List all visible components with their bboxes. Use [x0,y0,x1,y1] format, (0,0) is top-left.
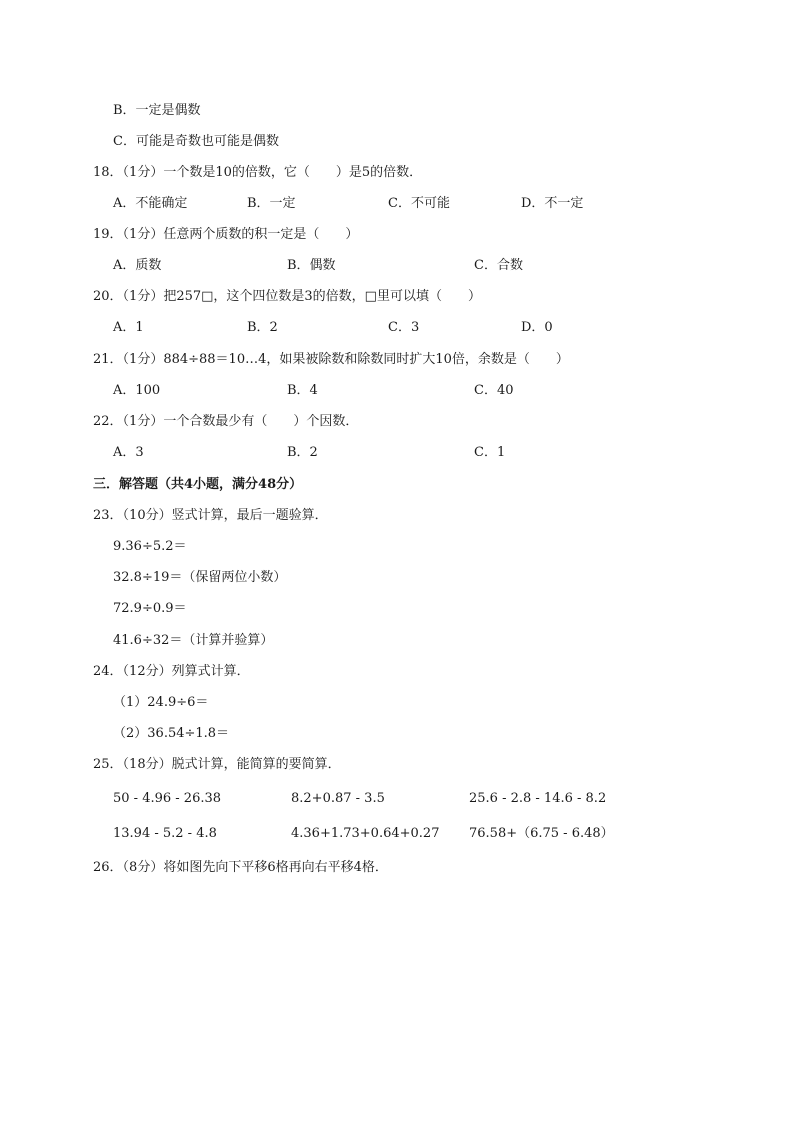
q21-stem: 21．（1分）884÷88＝10…4，如果被除数和除数同时扩大10倍，余数是（ ） [93,352,569,367]
q17-option-c: C．可能是奇数也可能是偶数 [113,134,279,149]
q20-option-b: B．2 [247,320,278,335]
q17-option-b: B．一定是偶数 [113,103,201,118]
q21-option-c: C．40 [474,383,514,398]
q25-expr-2: 8.2+0.87 - 3.5 [291,791,385,806]
q20-stem: 20．（1分）把257□，这个四位数是3的倍数，□里可以填（ ） [93,289,481,304]
q22-option-c: C．1 [474,445,506,460]
q19-stem: 19．（1分）任意两个质数的积一定是（ ） [93,227,359,242]
q22-option-a: A．3 [113,445,144,460]
q18-option-c: C．不可能 [388,196,450,211]
q21-option-a: A．100 [113,383,161,398]
q25-expr-3: 25.6 - 2.8 - 14.6 - 8.2 [469,791,607,806]
q24-item-2: （2）36.54÷1.8＝ [113,726,230,741]
q18-option-b: B．一定 [247,196,296,211]
q25-expr-5: 4.36+1.73+0.64+0.27 [291,826,440,841]
q19-option-b: B．偶数 [287,258,336,273]
section-3-title: 三．解答题（共4小题，满分48分） [93,477,303,492]
q24-stem: 24．（12分）列算式计算． [93,664,250,679]
q19-option-c: C．合数 [474,258,523,273]
q18-stem: 18．（1分）一个数是10的倍数，它（ ）是5的倍数． [93,165,423,180]
q18-option-a: A．不能确定 [113,196,188,211]
q23-item-1: 9.36÷5.2＝ [113,539,187,554]
q23-item-4: 41.6÷32＝（计算并验算） [113,633,274,648]
q18-option-d: D．不一定 [521,196,584,211]
q26-stem: 26．（8分）将如图先向下平移6格再向右平移4格． [93,860,388,875]
q25-expr-6: 76.58+（6.75 - 6.48） [469,826,614,841]
q20-option-a: A．1 [113,320,144,335]
q25-expr-4: 13.94 - 5.2 - 4.8 [113,826,217,841]
q22-option-b: B．2 [287,445,318,460]
q22-stem: 22．（1分）一个合数最少有（ ）个因数． [93,414,359,429]
q25-stem: 25．（18分）脱式计算，能简算的要简算． [93,757,341,772]
q23-item-2: 32.8÷19＝（保留两位小数） [113,570,287,585]
q23-stem: 23．（10分）竖式计算，最后一题验算． [93,508,328,523]
q20-option-d: D．0 [521,320,553,335]
q23-item-3: 72.9÷0.9＝ [113,601,187,616]
q20-option-c: C．3 [388,320,420,335]
q21-option-b: B．4 [287,383,318,398]
q25-expr-1: 50 - 4.96 - 26.38 [113,791,222,806]
q24-item-1: （1）24.9÷6＝ [113,695,209,710]
q19-option-a: A．质数 [113,258,162,273]
